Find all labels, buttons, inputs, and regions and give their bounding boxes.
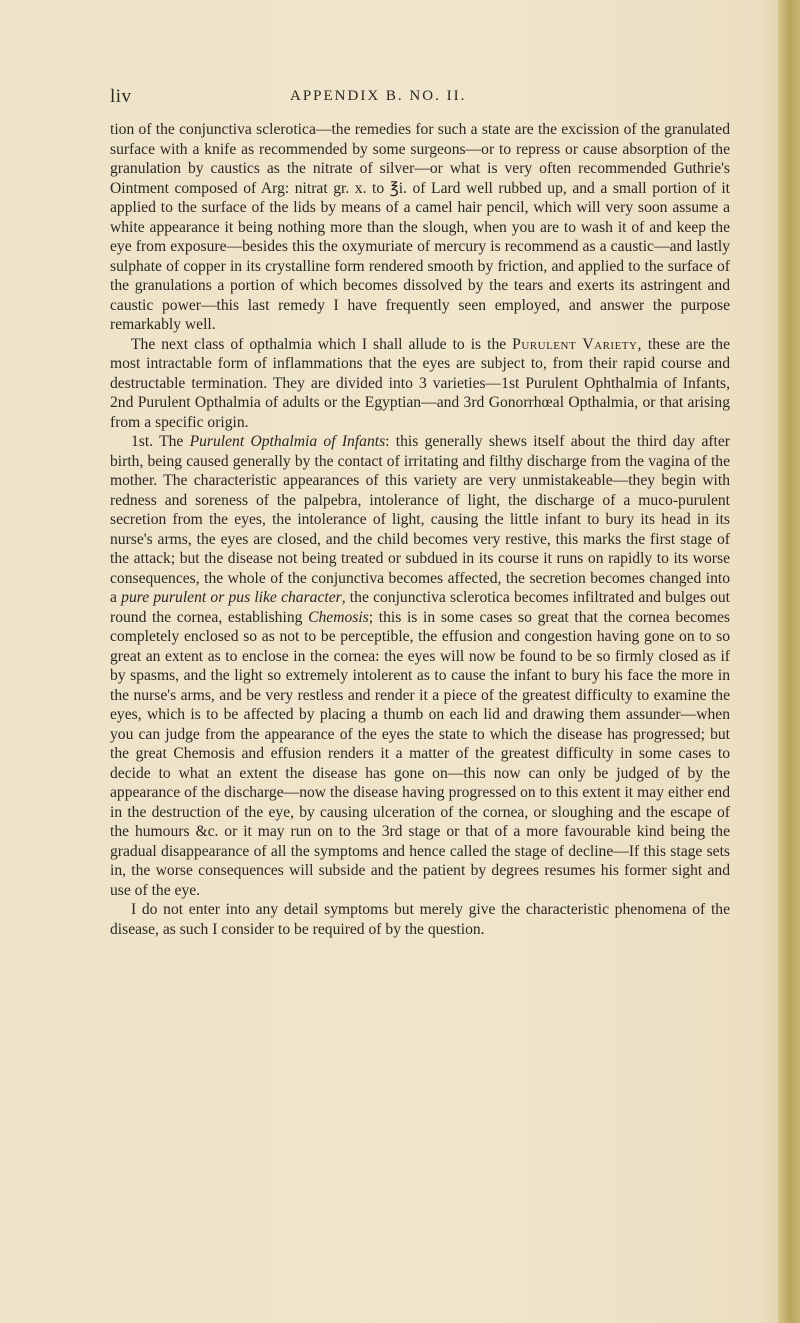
emphasis-pure-purulent: pure purulent or pus like character bbox=[121, 589, 342, 606]
section-title-infants: Purulent Opthalmia of Infants bbox=[189, 433, 386, 450]
emphasis-chemosis: Chemosis bbox=[308, 608, 369, 626]
body-text bbox=[110, 120, 730, 939]
paragraph-3-text-b: , the conjunctiva sclerotica becomes infiltrated and bulges out round the cornea, establishing bbox=[110, 589, 731, 626]
paragraph-2 bbox=[110, 335, 730, 433]
paragraph-3 bbox=[110, 432, 730, 900]
paragraph-1: tion of the conjunctiva sclerotica—the remedies for such a state are the excission of the granulated surface with a knife as recommended by some surgeons—or to repress or cause absorption of the granulation by caustics as the nitrate of silver—or what is very often recommended Guthrie's Ointment composed of Arg: nitrat gr. x. to ℥i. of Lard well rubbed up, and a small portion of it applied to the surface of the lids by means of a camel hair pencil, which will very soon assume a white appearance it being nothing more than the slough, when you are to wash it of and keep the eye from exposure—besides this the oxymuriate of mercury is recommend as a caustic—and lastly sulphate of copper in its crystalline form rendered smooth by friction, and applied to the surface of the granulations a portion of which becomes dissolved by the tears and exerts its astringent and caustic power—this last remedy I have frequently seen employed, and answer the purpose remarkably well. bbox=[110, 121, 730, 333]
page-number: liv bbox=[110, 86, 132, 107]
paragraph-2-before: The next class of opthalmia which I shall allude to is the bbox=[131, 335, 513, 353]
page-edge bbox=[778, 0, 800, 1323]
paragraph-4: I do not enter into any detail symptoms but merely give the characteristic phenomena of the disease, as such I consider to be required of by the question. bbox=[110, 901, 730, 938]
paragraph-2-after: these are the most intractable form of inflammations that the eyes are subject to, from their rapid course and destructable termination. They are divided into 3 varieties—1st Purulent Ophthalmia of Infants, 2nd Purulent Opthalmia of adults or the Egyptian—and 3rd Gonorrhœal Opthalmia, or that arising from a specific origin. bbox=[110, 335, 730, 431]
paragraph-3-text-c: ; this is in some cases so great that the cornea becomes completely enclosed so as not to be perceptible, the effusion and congestion having gone on to so great an extent as to enclose in the cornea: the eyes will now be found to be so firmly closed as if by spasms, and the light so extremely intolerent as to cause the infant to bury his face the more in the nurse's arms, and be very restless and render it a piece of the greatest difficulty to examine the eyes, which is to be affected by placing a thumb on each lid and drawing them assunder—when you can judge from the appearance of the eyes the state to which the disease has progressed; but the great Chemosis and effusion renders it a matter of the greatest difficulty in some cases to decide to what an extent the disease has gone on—this now can only be judged of by the appearance of the discharge—now the disease having progressed on to this extent it may either end in the destruction of the eye, by causing ulceration of the cornea, or sloughing and the escape of the humours &c. or it may run on to the 3rd stage or that of a more favourable kind being the gradual disappearance of all the symptoms and hence called the stage of decline—If this stage sets in, the worse consequences will subside and the patient by degrees resumes his former sight and use of the eye. bbox=[110, 608, 730, 899]
page-header bbox=[110, 82, 730, 112]
paragraph-3-lead: 1st. The bbox=[131, 433, 190, 450]
running-head: APPENDIX B. NO. II. bbox=[290, 88, 467, 104]
paragraph-3-text-a: : this generally shews itself about the third day after birth, being caused generally by the contact of irritating and filthy discharge from the vagina of the mother. The characteristic appearances of this variety are very unmistakeable—they begin with redness and soreness of the palpebra, intolerance of light, the discharge of a muco-purulent secretion from the eyes, the intolerance of light, causing the little infant to bury its head in its nurse's arms, the eyes are closed, and the child becomes very restive, this marks the first stage of the attack; but the disease not being treated or subdued in its course it runs on rapidly to its worse consequences, the whole of the conjunctiva becomes affected, the secretion becomes changed into a bbox=[110, 433, 731, 606]
purulent-variety-term: Purulent Variety, bbox=[512, 335, 642, 353]
